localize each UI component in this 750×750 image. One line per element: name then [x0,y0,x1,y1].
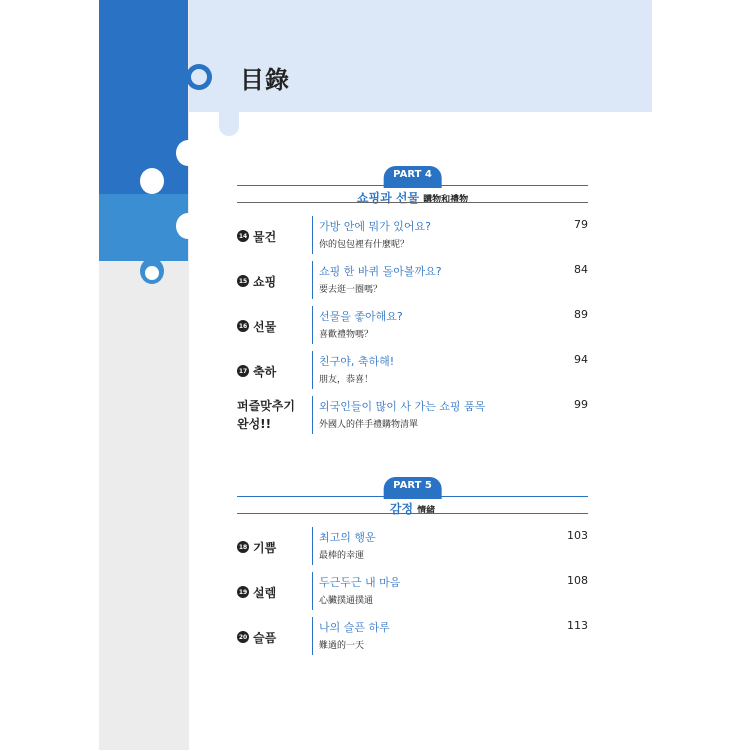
chapter-number: 15 [237,275,249,287]
puzzle-piece-mid [99,194,188,261]
divider [312,572,313,610]
toc-entry[interactable] [237,396,588,436]
divider [237,513,588,514]
chapter-number: 20 [237,631,249,643]
entry-label [237,306,276,346]
page-number: 113 [567,619,588,632]
entry-title-ko: 친구야, 축하해! [319,355,395,368]
divider [312,351,313,389]
page-number: 108 [567,574,588,587]
entry-title-zh: 喜歡禮物嗎？ [319,330,374,340]
divider [237,185,588,186]
toc-entry[interactable] [237,216,588,256]
part-header [237,477,588,517]
entry-label [237,572,276,612]
entry-title-ko: 외국인들이 많이 사 가는 쇼핑 품목 [319,400,486,413]
entry-title-ko: 가방 안에 뭐가 있어요? [319,220,431,233]
entry-label [237,617,276,657]
entry-label [237,527,276,567]
entry-title-zh: 心臟撲通撲通 [319,596,374,606]
divider [312,617,313,655]
entry-label [237,216,276,256]
part-header [237,166,588,206]
puzzle-knob [176,213,200,239]
entry-label-line: 완성!! [237,417,272,431]
part-title-zh: 購物和禮物 [423,195,469,205]
divider [312,261,313,299]
page-number: 94 [574,353,588,366]
toc-entry[interactable] [237,572,588,612]
toc-entry[interactable] [237,617,588,657]
entry-label-line: 퍼즐맞추기 [237,399,295,413]
entry-label-text: 슬픔 [253,630,277,645]
chapter-number: 16 [237,320,249,332]
toc-entry[interactable] [237,306,588,346]
entry-title-ko: 선물을 좋아해요? [319,310,403,323]
entry-label-text: 선물 [253,319,277,334]
entry-title-zh: 朋友，恭喜！ [319,375,374,385]
puzzle-knob [219,112,239,136]
part-heading [237,187,588,206]
entry-label-text: 물건 [253,229,277,244]
divider [312,396,313,434]
entry-title-zh: 要去逛一圈嗎？ [319,285,383,295]
entry-label-text: 설렘 [253,585,277,600]
title-band [189,0,652,112]
page-title: 目錄 [240,66,290,94]
entry-title-zh: 最棒的幸運 [319,551,365,561]
chapter-number: 14 [237,230,249,242]
entry-title-zh: 外國人的伴手禮購物清單 [319,420,419,430]
page-number: 89 [574,308,588,321]
entry-title-ko: 두근두근 내 마음 [319,576,401,589]
puzzle-knob [140,168,164,194]
chapter-number: 19 [237,586,249,598]
toc-entry[interactable] [237,351,588,391]
puzzle-knob [176,140,200,166]
divider [237,202,588,203]
page-number: 79 [574,218,588,231]
entry-label [237,397,295,437]
entry-label-text: 쇼핑 [253,274,277,289]
toc-entry[interactable] [237,527,588,567]
entry-label-text: 축하 [253,364,277,379]
entry-title-ko: 최고의 행운 [319,531,376,544]
entry-title-zh: 你的包包裡有什麼呢？ [319,240,410,250]
divider [312,306,313,344]
divider [237,496,588,497]
divider [312,527,313,565]
entry-label [237,351,276,391]
puzzle-piece-dark [99,0,188,194]
chapter-number: 18 [237,541,249,553]
entry-title-ko: 나의 슬픈 하루 [319,621,390,634]
page-number: 103 [567,529,588,542]
divider [312,216,313,254]
page-number: 99 [574,398,588,411]
entry-label-text: 기쁨 [253,540,277,555]
puzzle-knob [145,266,159,280]
part-heading [237,498,588,517]
entry-label [237,261,276,301]
entry-title-zh: 難過的一天 [319,641,365,651]
part-title-ko: 감정 [389,502,414,516]
toc-entry[interactable] [237,261,588,301]
part-title-zh: 情緒 [417,506,436,516]
part-pill: PART 5 [383,477,442,499]
page-number: 84 [574,263,588,276]
puzzle-knob [191,69,207,85]
entry-title-ko: 쇼핑 한 바퀴 돌아볼까요? [319,265,442,278]
part-pill: PART 4 [383,166,442,188]
chapter-number: 17 [237,365,249,377]
part-title-ko: 쇼핑과 선물 [356,191,420,205]
